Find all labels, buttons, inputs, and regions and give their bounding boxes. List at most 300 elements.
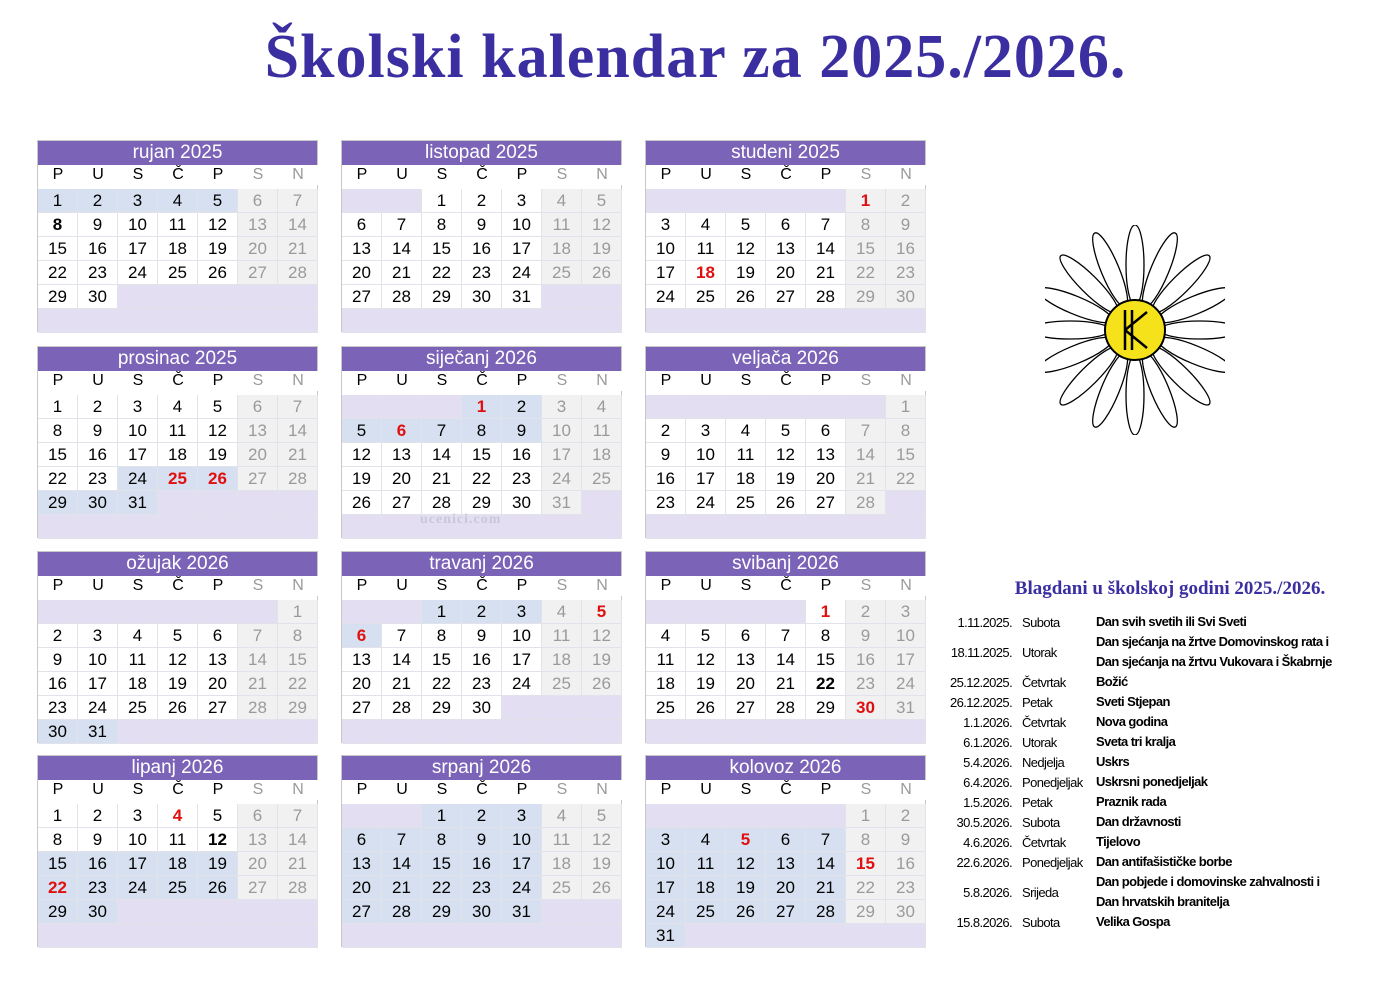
day-cell: 17: [78, 672, 118, 696]
empty-cell: [238, 515, 278, 539]
empty-cell: [646, 720, 686, 744]
day-cell: 8: [422, 624, 462, 648]
day-cell: 24: [502, 261, 542, 285]
empty-cell: [382, 395, 422, 419]
empty-cell: [38, 515, 78, 539]
weekday-label: Č: [462, 576, 502, 596]
day-cell: 24: [646, 285, 686, 309]
empty-cell: [726, 515, 766, 539]
weekday-label: S: [726, 371, 766, 391]
weekday-label: Č: [462, 371, 502, 391]
weekday-label: U: [78, 165, 118, 185]
day-cell: 17: [118, 237, 158, 261]
day-cell: 14: [806, 237, 846, 261]
empty-cell: [158, 900, 198, 924]
day-cell: 15: [38, 443, 78, 467]
empty-cell: [686, 515, 726, 539]
empty-cell: [342, 515, 382, 539]
month-title: veljača 2026: [646, 347, 925, 371]
holiday-date: 6.4.2026.: [963, 774, 1012, 790]
day-cell: 12: [726, 237, 766, 261]
day-cell: 28: [766, 696, 806, 720]
weekday-label: P: [806, 780, 846, 800]
day-cell: 23: [502, 467, 542, 491]
empty-cell: [726, 395, 766, 419]
day-cell: 7: [238, 624, 278, 648]
day-cell: 27: [726, 696, 766, 720]
day-cell: 7: [382, 624, 422, 648]
day-cell: 13: [342, 648, 382, 672]
empty-cell: [686, 600, 726, 624]
day-cell: 5: [342, 419, 382, 443]
empty-cell: [118, 515, 158, 539]
holiday-weekday: Nedjelja: [1022, 754, 1065, 770]
day-cell: 5: [726, 828, 766, 852]
weekday-label: S: [238, 371, 278, 391]
weekday-label: U: [686, 165, 726, 185]
day-cell: 21: [806, 261, 846, 285]
day-cell: 9: [78, 213, 118, 237]
empty-cell: [238, 309, 278, 333]
day-cell: 18: [118, 672, 158, 696]
day-cell: 26: [582, 261, 622, 285]
day-cell: 13: [766, 237, 806, 261]
day-cell: 14: [278, 828, 318, 852]
holiday-weekday: Petak: [1022, 694, 1053, 710]
month-title: siječanj 2026: [342, 347, 621, 371]
day-cell: 7: [278, 395, 318, 419]
empty-cell: [158, 924, 198, 948]
empty-cell: [806, 804, 846, 828]
empty-cell: [502, 696, 542, 720]
weekday-label: S: [542, 780, 582, 800]
empty-cell: [198, 309, 238, 333]
month-title: listopad 2025: [342, 141, 621, 165]
empty-cell: [382, 515, 422, 539]
weekday-label: Č: [462, 780, 502, 800]
weekday-label: N: [278, 371, 318, 391]
weekday-label: P: [38, 371, 78, 391]
weekday-label: S: [118, 780, 158, 800]
day-cell: 20: [382, 467, 422, 491]
day-cell: 23: [846, 672, 886, 696]
empty-cell: [646, 804, 686, 828]
day-cell: 7: [806, 213, 846, 237]
empty-cell: [382, 309, 422, 333]
weekday-label: Č: [158, 371, 198, 391]
empty-cell: [238, 924, 278, 948]
day-cell: 19: [726, 261, 766, 285]
day-cell: 19: [198, 443, 238, 467]
day-cell: 4: [646, 624, 686, 648]
weekday-label: P: [198, 165, 238, 185]
day-cell: 18: [542, 237, 582, 261]
day-cell: 22: [422, 672, 462, 696]
day-cell: 10: [118, 213, 158, 237]
empty-cell: [646, 395, 686, 419]
month-calendar: [645, 140, 926, 332]
day-cell: 13: [198, 648, 238, 672]
day-cell: 9: [78, 828, 118, 852]
day-cell: 21: [278, 237, 318, 261]
day-cell: 14: [382, 648, 422, 672]
day-cell: 11: [686, 852, 726, 876]
day-cell: 25: [158, 261, 198, 285]
weekday-label: P: [342, 165, 382, 185]
empty-cell: [38, 600, 78, 624]
day-cell: 24: [502, 672, 542, 696]
day-cell: 22: [38, 261, 78, 285]
empty-cell: [886, 924, 926, 948]
day-cell: 25: [542, 876, 582, 900]
empty-cell: [382, 720, 422, 744]
day-cell: 25: [158, 467, 198, 491]
day-cell: 23: [78, 467, 118, 491]
day-cell: 1: [846, 189, 886, 213]
day-cell: 20: [198, 672, 238, 696]
day-cell: 11: [726, 443, 766, 467]
day-cell: 12: [582, 828, 622, 852]
holiday-row: [950, 632, 1380, 672]
day-cell: 18: [158, 852, 198, 876]
day-cell: 29: [422, 696, 462, 720]
day-cell: 3: [646, 213, 686, 237]
day-cell: 6: [342, 624, 382, 648]
day-cell: 18: [726, 467, 766, 491]
day-cell: 11: [646, 648, 686, 672]
month-calendar: [645, 346, 926, 538]
weekday-label: S: [422, 780, 462, 800]
day-cell: 10: [502, 624, 542, 648]
empty-cell: [422, 720, 462, 744]
day-cell: 10: [502, 828, 542, 852]
holiday-weekday: Subota: [1022, 814, 1060, 830]
holiday-name: Dan svih svetih ili Svi Sveti: [1096, 614, 1247, 629]
empty-cell: [342, 189, 382, 213]
day-cell: 5: [686, 624, 726, 648]
month-title: studeni 2025: [646, 141, 925, 165]
day-cell: 1: [38, 395, 78, 419]
day-cell: 13: [726, 648, 766, 672]
day-cell: 16: [462, 237, 502, 261]
day-cell: 1: [886, 395, 926, 419]
empty-cell: [238, 491, 278, 515]
day-cell: 21: [766, 672, 806, 696]
holiday-row: [950, 912, 1380, 932]
weekday-label: U: [382, 165, 422, 185]
holiday-date: 30.5.2026.: [956, 814, 1012, 830]
day-cell: 27: [238, 261, 278, 285]
day-cell: 21: [422, 467, 462, 491]
day-cell: 20: [238, 237, 278, 261]
day-cell: 8: [422, 828, 462, 852]
day-cell: 16: [462, 852, 502, 876]
empty-cell: [726, 924, 766, 948]
day-cell: 31: [502, 900, 542, 924]
day-cell: 24: [502, 876, 542, 900]
weekday-label: N: [278, 780, 318, 800]
day-cell: 16: [846, 648, 886, 672]
day-cell: 25: [686, 285, 726, 309]
holiday-date: 4.6.2026.: [963, 834, 1012, 850]
day-cell: 19: [686, 672, 726, 696]
day-cell: 29: [422, 900, 462, 924]
day-cell: 29: [462, 491, 502, 515]
weekday-label: Č: [158, 165, 198, 185]
day-cell: 16: [78, 237, 118, 261]
day-cell: 6: [382, 419, 422, 443]
day-cell: 1: [422, 189, 462, 213]
day-cell: 20: [342, 876, 382, 900]
day-cell: 19: [158, 672, 198, 696]
weekday-label: Č: [766, 780, 806, 800]
day-cell: 22: [38, 876, 78, 900]
holiday-weekday: Četvrtak: [1022, 834, 1066, 850]
day-cell: 4: [582, 395, 622, 419]
empty-cell: [158, 720, 198, 744]
day-cell: 22: [422, 876, 462, 900]
holiday-name: Dan pobjede i domovinske zahvalnosti i Dan hrvatskih branitelja: [1096, 874, 1320, 909]
day-cell: 30: [78, 285, 118, 309]
day-cell: 16: [646, 467, 686, 491]
day-cell: 29: [806, 696, 846, 720]
weekday-label: S: [238, 780, 278, 800]
day-cell: 27: [238, 467, 278, 491]
empty-cell: [382, 924, 422, 948]
holiday-row: [950, 812, 1380, 832]
holiday-weekday: Petak: [1022, 794, 1053, 810]
weekday-label: Č: [766, 165, 806, 185]
empty-cell: [726, 720, 766, 744]
day-cell: 26: [766, 491, 806, 515]
empty-cell: [342, 924, 382, 948]
day-cell: 4: [158, 189, 198, 213]
day-cell: 20: [806, 467, 846, 491]
day-cell: 14: [238, 648, 278, 672]
empty-cell: [686, 395, 726, 419]
day-cell: 13: [382, 443, 422, 467]
day-cell: 7: [278, 804, 318, 828]
day-cell: 25: [158, 876, 198, 900]
day-cell: 30: [886, 900, 926, 924]
day-cell: 15: [38, 237, 78, 261]
day-cell: 6: [198, 624, 238, 648]
empty-cell: [342, 309, 382, 333]
empty-cell: [382, 600, 422, 624]
weekday-label: P: [806, 165, 846, 185]
day-cell: 15: [462, 443, 502, 467]
holiday-date: 15.8.2026.: [956, 914, 1012, 930]
day-cell: 19: [582, 237, 622, 261]
empty-cell: [846, 515, 886, 539]
day-cell: 14: [382, 237, 422, 261]
holiday-name: Velika Gospa: [1096, 914, 1170, 929]
day-cell: 21: [382, 261, 422, 285]
day-cell: 5: [766, 419, 806, 443]
weekday-label: S: [542, 371, 582, 391]
weekday-label: P: [342, 576, 382, 596]
day-cell: 31: [502, 285, 542, 309]
day-cell: 14: [278, 419, 318, 443]
day-cell: 31: [542, 491, 582, 515]
page-title: Školski kalendar za 2025./2026.: [264, 23, 1127, 91]
day-cell: 11: [542, 213, 582, 237]
day-cell: 3: [542, 395, 582, 419]
weekday-label: P: [198, 576, 238, 596]
daisy-logo-icon: [1045, 225, 1225, 435]
day-cell: 18: [686, 876, 726, 900]
empty-cell: [278, 309, 318, 333]
day-cell: 9: [886, 828, 926, 852]
empty-cell: [806, 924, 846, 948]
weekday-label: U: [382, 780, 422, 800]
month-title: srpanj 2026: [342, 756, 621, 780]
day-cell: 13: [238, 213, 278, 237]
holiday-name: Dan sjećanja na žrtve Domovinskog rata i Dan sjećanja na žrtvu Vukovara i Škabrnje: [1096, 634, 1332, 669]
holiday-date: 22.6.2026.: [956, 854, 1012, 870]
holiday-weekday: Subota: [1022, 914, 1060, 930]
day-cell: 8: [278, 624, 318, 648]
day-cell: 12: [766, 443, 806, 467]
day-cell: 27: [806, 491, 846, 515]
day-cell: 20: [766, 876, 806, 900]
day-cell: 8: [806, 624, 846, 648]
day-cell: 2: [38, 624, 78, 648]
day-cell: 9: [38, 648, 78, 672]
empty-cell: [686, 309, 726, 333]
day-cell: 26: [198, 261, 238, 285]
empty-cell: [198, 491, 238, 515]
weekday-label: P: [502, 165, 542, 185]
day-cell: 17: [502, 648, 542, 672]
day-cell: 9: [846, 624, 886, 648]
day-cell: 28: [382, 900, 422, 924]
empty-cell: [78, 309, 118, 333]
day-cell: 17: [646, 261, 686, 285]
day-cell: 31: [78, 720, 118, 744]
holiday-date: 5.4.2026.: [963, 754, 1012, 770]
holiday-row: [950, 612, 1380, 632]
day-cell: 27: [342, 696, 382, 720]
holiday-date: 26.12.2025.: [950, 694, 1013, 710]
empty-cell: [462, 309, 502, 333]
day-cell: 5: [582, 804, 622, 828]
empty-cell: [582, 696, 622, 720]
empty-cell: [158, 491, 198, 515]
weekday-label: U: [686, 576, 726, 596]
weekday-label: P: [198, 780, 238, 800]
day-cell: 30: [78, 491, 118, 515]
day-cell: 29: [846, 285, 886, 309]
weekday-label: S: [726, 576, 766, 596]
weekday-label: P: [38, 780, 78, 800]
day-cell: 29: [38, 900, 78, 924]
day-cell: 30: [462, 285, 502, 309]
day-cell: 28: [806, 900, 846, 924]
day-cell: 3: [78, 624, 118, 648]
weekday-label: U: [686, 780, 726, 800]
day-cell: 30: [502, 491, 542, 515]
day-cell: 17: [542, 443, 582, 467]
day-cell: 9: [462, 213, 502, 237]
empty-cell: [766, 924, 806, 948]
day-cell: 25: [542, 672, 582, 696]
day-cell: 30: [846, 696, 886, 720]
day-cell: 23: [886, 261, 926, 285]
holiday-date: 5.8.2026.: [963, 884, 1012, 900]
empty-cell: [766, 515, 806, 539]
day-cell: 5: [198, 395, 238, 419]
day-cell: 6: [238, 189, 278, 213]
weekday-label: S: [846, 165, 886, 185]
day-cell: 15: [806, 648, 846, 672]
empty-cell: [118, 285, 158, 309]
empty-cell: [78, 924, 118, 948]
empty-cell: [806, 189, 846, 213]
day-cell: 4: [158, 395, 198, 419]
holiday-row: [950, 672, 1380, 692]
empty-cell: [542, 900, 582, 924]
day-cell: 10: [118, 419, 158, 443]
day-cell: 22: [846, 261, 886, 285]
empty-cell: [686, 924, 726, 948]
day-cell: 3: [502, 600, 542, 624]
weekday-label: S: [542, 576, 582, 596]
day-cell: 28: [238, 696, 278, 720]
day-cell: 26: [726, 900, 766, 924]
empty-cell: [502, 515, 542, 539]
empty-cell: [278, 515, 318, 539]
day-cell: 20: [766, 261, 806, 285]
day-cell: 6: [726, 624, 766, 648]
holiday-name: Uskrsni ponedjeljak: [1096, 774, 1208, 789]
day-cell: 24: [118, 876, 158, 900]
day-cell: 2: [78, 395, 118, 419]
empty-cell: [278, 491, 318, 515]
holiday-weekday: Subota: [1022, 614, 1060, 630]
holiday-weekday: Ponedjeljak: [1022, 854, 1083, 870]
empty-cell: [118, 309, 158, 333]
day-cell: 25: [582, 467, 622, 491]
day-cell: 4: [686, 828, 726, 852]
day-cell: 9: [462, 828, 502, 852]
day-cell: 14: [382, 852, 422, 876]
weekday-label: S: [726, 780, 766, 800]
empty-cell: [158, 600, 198, 624]
weekday-label: P: [806, 371, 846, 391]
empty-cell: [846, 924, 886, 948]
month-title: ožujak 2026: [38, 552, 317, 576]
weekday-label: P: [198, 371, 238, 391]
empty-cell: [726, 804, 766, 828]
day-cell: 24: [646, 900, 686, 924]
empty-cell: [422, 924, 462, 948]
day-cell: 22: [806, 672, 846, 696]
empty-cell: [646, 600, 686, 624]
day-cell: 30: [78, 900, 118, 924]
day-cell: 17: [502, 852, 542, 876]
day-cell: 11: [158, 828, 198, 852]
day-cell: 4: [686, 213, 726, 237]
weekday-label: N: [582, 371, 622, 391]
day-cell: 25: [686, 900, 726, 924]
day-cell: 7: [766, 624, 806, 648]
day-cell: 22: [846, 876, 886, 900]
day-cell: 11: [582, 419, 622, 443]
day-cell: 9: [646, 443, 686, 467]
day-cell: 21: [846, 467, 886, 491]
watermark: ucenici.com: [420, 512, 502, 527]
